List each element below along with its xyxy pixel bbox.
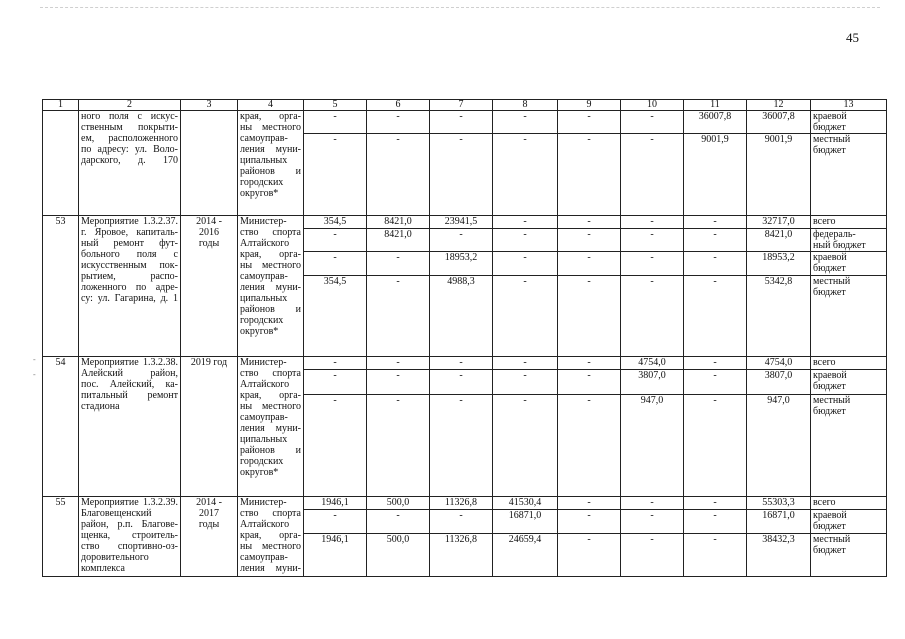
amount-cell: - <box>558 134 621 216</box>
budget-source-cell: краевой бюджет <box>811 370 887 395</box>
budget-source-cell: краевой бюджет <box>811 252 887 276</box>
amount-cell: - <box>430 229 493 252</box>
amount-cell: 8421,0 <box>747 229 811 252</box>
amount-cell: 947,0 <box>621 395 684 497</box>
amount-cell: - <box>684 229 747 252</box>
budget-source-cell: всего <box>811 497 887 510</box>
amount-cell: - <box>621 510 684 534</box>
amount-cell: 354,5 <box>304 276 367 357</box>
column-header: 1 <box>43 100 79 111</box>
amount-cell: 18953,2 <box>430 252 493 276</box>
amount-cell: - <box>558 229 621 252</box>
table-row <box>43 111 887 134</box>
amount-cell: - <box>367 252 430 276</box>
row-number-cell: 55 <box>43 497 79 577</box>
amount-cell: - <box>430 111 493 134</box>
amount-cell: - <box>684 357 747 370</box>
amount-cell: - <box>621 229 684 252</box>
amount-cell: - <box>558 216 621 229</box>
amount-cell: 4988,3 <box>430 276 493 357</box>
budget-source-cell: местный бюджет <box>811 134 887 216</box>
amount-cell: 23941,5 <box>430 216 493 229</box>
period-cell: 2014 - 2017 годы <box>181 497 238 577</box>
row-number-cell: 53 <box>43 216 79 357</box>
table-row <box>43 357 887 370</box>
table-row <box>43 497 887 510</box>
amount-cell: 947,0 <box>747 395 811 497</box>
amount-cell: 9001,9 <box>747 134 811 216</box>
amount-cell: 24659,4 <box>493 534 558 577</box>
column-header: 9 <box>558 100 621 111</box>
budget-source-cell: всего <box>811 216 887 229</box>
amount-cell: - <box>684 276 747 357</box>
amount-cell: - <box>430 357 493 370</box>
amount-cell: 1946,1 <box>304 534 367 577</box>
amount-cell: - <box>493 395 558 497</box>
amount-cell: - <box>367 370 430 395</box>
amount-cell: - <box>621 534 684 577</box>
amount-cell: - <box>558 370 621 395</box>
column-header: 2 <box>79 100 181 111</box>
amount-cell: - <box>430 510 493 534</box>
amount-cell: - <box>430 370 493 395</box>
period-cell <box>181 111 238 216</box>
column-header: 3 <box>181 100 238 111</box>
column-header: 7 <box>430 100 493 111</box>
amount-cell: 16871,0 <box>747 510 811 534</box>
amount-cell: - <box>684 510 747 534</box>
budget-source-cell: краевой бюджет <box>811 111 887 134</box>
amount-cell: - <box>621 134 684 216</box>
amount-cell: 500,0 <box>367 534 430 577</box>
amount-cell: - <box>493 276 558 357</box>
column-header: 6 <box>367 100 430 111</box>
scan-top-rule <box>40 7 880 8</box>
amount-cell: 11326,8 <box>430 497 493 510</box>
budget-source-cell: местный бюджет <box>811 395 887 497</box>
amount-cell: 500,0 <box>367 497 430 510</box>
period-cell: 2019 год <box>181 357 238 497</box>
amount-cell: - <box>684 534 747 577</box>
column-header: 13 <box>811 100 887 111</box>
amount-cell: - <box>430 395 493 497</box>
amount-cell: - <box>493 111 558 134</box>
amount-cell: - <box>304 357 367 370</box>
amount-cell: 1946,1 <box>304 497 367 510</box>
column-header: 10 <box>621 100 684 111</box>
amount-cell: 38432,3 <box>747 534 811 577</box>
period-cell: 2014 - 2016 годы <box>181 216 238 357</box>
budget-source-cell: федераль- ный бюджет <box>811 229 887 252</box>
amount-cell: - <box>304 229 367 252</box>
budget-source-cell: краевой бюджет <box>811 510 887 534</box>
column-header: 4 <box>238 100 304 111</box>
amount-cell: 3807,0 <box>747 370 811 395</box>
amount-cell: - <box>493 229 558 252</box>
amount-cell: 36007,8 <box>684 111 747 134</box>
executor-cell: Министер- ство спорта Алтайского края, орга- ны местного самоуправ- ления муни- ципальных районов и городских округов* <box>238 216 304 357</box>
amount-cell: - <box>621 111 684 134</box>
amount-cell: - <box>621 216 684 229</box>
amount-cell: - <box>367 395 430 497</box>
activity-name-cell: Мероприятие 1.3.2.38. Алейский район, пос. Алейский, ка- питальный ремонт стадиона <box>79 357 181 497</box>
row-number-cell <box>43 111 79 216</box>
page-number: 45 <box>846 30 859 45</box>
budget-table <box>42 99 887 577</box>
amount-cell: - <box>367 134 430 216</box>
budget-source-cell: всего <box>811 357 887 370</box>
activity-name-cell: Мероприятие 1.3.2.37. г. Яровое, капиталь- ный ремонт фут- больного поля с искусственным пок- рытием, распо- ложенного по адре- су: ул. Гагарина, д. 1 <box>79 216 181 357</box>
amount-cell: 4754,0 <box>621 357 684 370</box>
amount-cell: - <box>558 510 621 534</box>
amount-cell: 8421,0 <box>367 229 430 252</box>
amount-cell: - <box>367 357 430 370</box>
table-row <box>43 216 887 229</box>
row-number-cell: 54 <box>43 357 79 497</box>
column-header: 8 <box>493 100 558 111</box>
amount-cell: - <box>367 111 430 134</box>
amount-cell: - <box>304 111 367 134</box>
amount-cell: 41530,4 <box>493 497 558 510</box>
amount-cell: - <box>493 216 558 229</box>
amount-cell: - <box>430 134 493 216</box>
amount-cell: 36007,8 <box>747 111 811 134</box>
amount-cell: - <box>304 370 367 395</box>
amount-cell: - <box>558 252 621 276</box>
executor-cell: края, орга- ны местного самоуправ- ления муни- ципальных районов и городских округов* <box>238 111 304 216</box>
amount-cell: - <box>558 534 621 577</box>
amount-cell: - <box>493 370 558 395</box>
budget-source-cell: местный бюджет <box>811 276 887 357</box>
amount-cell: - <box>684 252 747 276</box>
budget-source-cell: местный бюджет <box>811 534 887 577</box>
amount-cell: - <box>558 111 621 134</box>
amount-cell: 18953,2 <box>747 252 811 276</box>
amount-cell: - <box>684 497 747 510</box>
amount-cell: - <box>558 497 621 510</box>
amount-cell: - <box>684 216 747 229</box>
amount-cell: 3807,0 <box>621 370 684 395</box>
amount-cell: - <box>304 510 367 534</box>
amount-cell: - <box>558 357 621 370</box>
margin-mark: - <box>33 355 36 364</box>
amount-cell: - <box>304 252 367 276</box>
amount-cell: 8421,0 <box>367 216 430 229</box>
activity-name-cell: Мероприятие 1.3.2.39. Благовещенский район, р.п. Благове- щенка, строитель- ство спортивно-оз- доровительного комплекса <box>79 497 181 577</box>
amount-cell: 354,5 <box>304 216 367 229</box>
amount-cell: - <box>558 276 621 357</box>
amount-cell: - <box>493 252 558 276</box>
amount-cell: - <box>304 134 367 216</box>
column-header: 5 <box>304 100 367 111</box>
amount-cell: 11326,8 <box>430 534 493 577</box>
margin-mark: - <box>33 370 36 379</box>
column-header: 12 <box>747 100 811 111</box>
column-header: 11 <box>684 100 747 111</box>
amount-cell: - <box>558 395 621 497</box>
amount-cell: - <box>621 276 684 357</box>
amount-cell: - <box>684 370 747 395</box>
amount-cell: 16871,0 <box>493 510 558 534</box>
amount-cell: - <box>621 252 684 276</box>
amount-cell: - <box>367 276 430 357</box>
amount-cell: 55303,3 <box>747 497 811 510</box>
column-number-row <box>43 100 887 111</box>
amount-cell: - <box>493 357 558 370</box>
amount-cell: - <box>367 510 430 534</box>
amount-cell: - <box>684 395 747 497</box>
executor-cell: Министер- ство спорта Алтайского края, орга- ны местного самоуправ- ления муни- ципальных районов и городских округов* <box>238 357 304 497</box>
executor-cell: Министер- ство спорта Алтайского края, орга- ны местного самоуправ- ления муни- <box>238 497 304 577</box>
amount-cell: 32717,0 <box>747 216 811 229</box>
amount-cell: - <box>493 134 558 216</box>
activity-name-cell: ного поля с искус- ственным покрыти- ем, расположенного по адресу: ул. Воло- дарского, д. 170 <box>79 111 181 216</box>
amount-cell: - <box>621 497 684 510</box>
amount-cell: 9001,9 <box>684 134 747 216</box>
amount-cell: - <box>304 395 367 497</box>
amount-cell: 5342,8 <box>747 276 811 357</box>
amount-cell: 4754,0 <box>747 357 811 370</box>
